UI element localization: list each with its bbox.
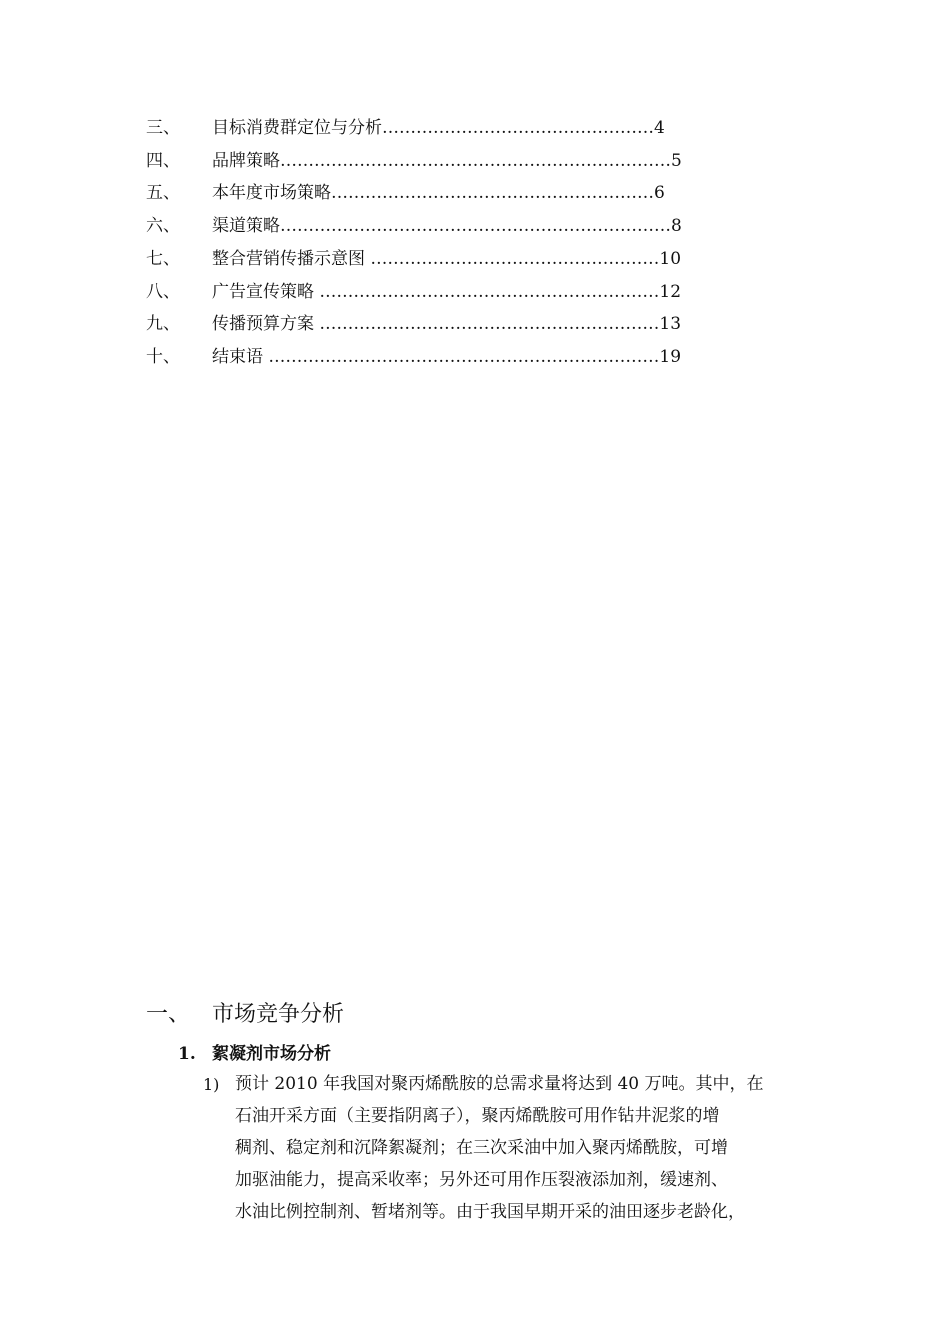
toc-number: 九、 [146,314,180,334]
list-item-number: 1) [203,1075,220,1094]
toc-title: 广告宣传策略 ……………………………………………………12 [212,282,682,302]
paragraph-line: 加驱油能力，提高采收率；另外还可用作压裂液添加剂，缓速剂、 [235,1170,728,1190]
toc-title: 目标消费群定位与分析…………………………………………4 [212,118,665,138]
paragraph-line: 稠剂、稳定剂和沉降絮凝剂；在三次采油中加入聚丙烯酰胺，可增 [235,1138,728,1158]
toc-title: 品牌策略……………………………………………………………5 [212,151,682,171]
section-title: 市场竞争分析 [212,1002,345,1027]
toc-number: 五、 [146,183,180,203]
toc-number: 十、 [146,347,180,367]
toc-title: 本年度市场策略…………………………………………………6 [212,183,665,203]
toc-title: 传播预算方案 ……………………………………………………13 [212,314,682,334]
toc-number: 六、 [146,216,180,236]
toc-title: 整合营销传播示意图 ……………………………………………10 [212,249,682,269]
paragraph-line: 水油比例控制剂、暂堵剂等。由于我国早期开采的油田逐步老龄化， [235,1202,745,1222]
section-number: 一、 [146,1002,191,1027]
subsection-number: 1. [178,1044,196,1064]
toc-number: 八、 [146,282,180,302]
paragraph-line: 预计 2010 年我国对聚丙烯酰胺的总需求量将达到 40 万吨。其中，在 [235,1074,764,1094]
toc-title: 渠道策略……………………………………………………………8 [212,216,682,236]
toc-title: 结束语 ……………………………………………………………19 [212,347,682,367]
toc-number: 四、 [146,151,180,171]
toc-number: 三、 [146,118,180,138]
subsection-title: 絮凝剂市场分析 [212,1044,331,1064]
toc-number: 七、 [146,249,180,269]
paragraph-line: 石油开采方面（主要指阴离子），聚丙烯酰胺可用作钻井泥浆的增 [235,1106,720,1126]
